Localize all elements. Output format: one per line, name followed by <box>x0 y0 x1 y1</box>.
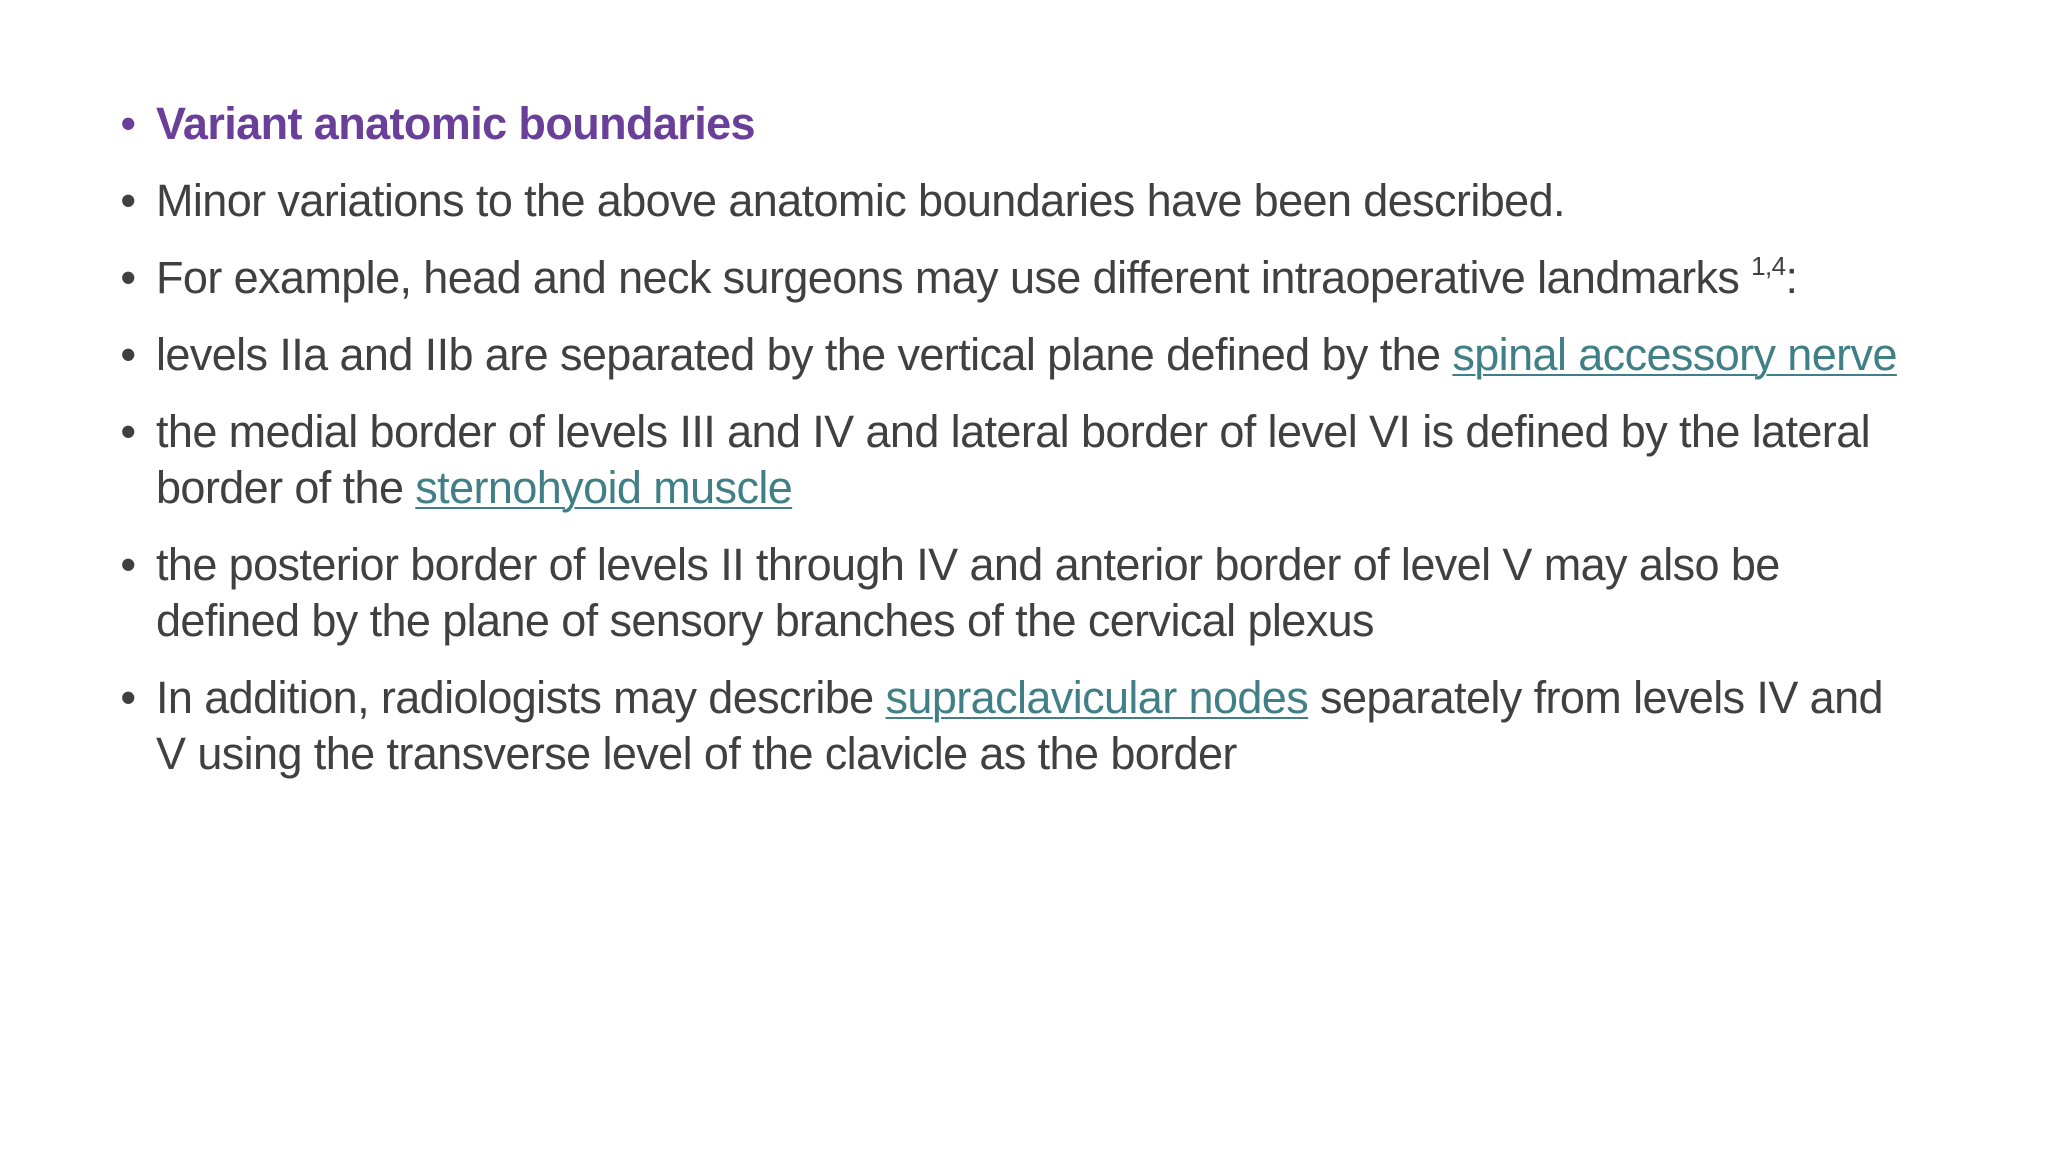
list-item-text: the medial border of levels III and IV and lateral border of level VI is defined by the lateral border of the <box>156 406 1871 513</box>
list-item-suffix: : <box>1785 252 1798 303</box>
list-item-text: levels IIa and IIb are separated by the vertical plane defined by the <box>156 329 1453 380</box>
bullet-dot: • <box>120 539 136 590</box>
spinal-accessory-nerve-link[interactable]: spinal accessory nerve <box>1452 329 1897 380</box>
list-item <box>114 404 1914 516</box>
supraclavicular-nodes-link[interactable]: supraclavicular nodes <box>885 672 1309 723</box>
list-item-text: Minor variations to the above anatomic boundaries have been described. <box>156 175 1565 226</box>
list-item <box>114 670 1914 782</box>
bullet-dot: • <box>120 98 136 149</box>
citation-superscript: 1,4 <box>1751 251 1786 281</box>
list-item-heading <box>114 96 1914 152</box>
list-item-text: In addition, radiologists may describe <box>156 672 886 723</box>
list-item <box>114 250 1914 306</box>
list-item <box>114 537 1914 649</box>
list-item-text: For example, head and neck surgeons may use different intraoperative landmarks <box>156 252 1752 303</box>
list-item <box>114 173 1914 229</box>
list-item-text-after: separately from levels IV and V using the transverse level of the clavicle as the border <box>156 672 1883 779</box>
bullet-dot: • <box>120 252 136 303</box>
bullet-dot: • <box>120 175 136 226</box>
list-item <box>114 327 1914 383</box>
section-heading: Variant anatomic boundaries <box>156 98 755 149</box>
bullet-dot: • <box>120 406 136 457</box>
list-item-text: the posterior border of levels II through IV and anterior border of level V may also be defined by the plane of sensory branches of the cervical plexus <box>156 539 1780 646</box>
bullet-dot: • <box>120 329 136 380</box>
bullet-dot: • <box>120 672 136 723</box>
bullet-list <box>114 96 1914 803</box>
sternohyoid-muscle-link[interactable]: sternohyoid muscle <box>415 462 793 513</box>
